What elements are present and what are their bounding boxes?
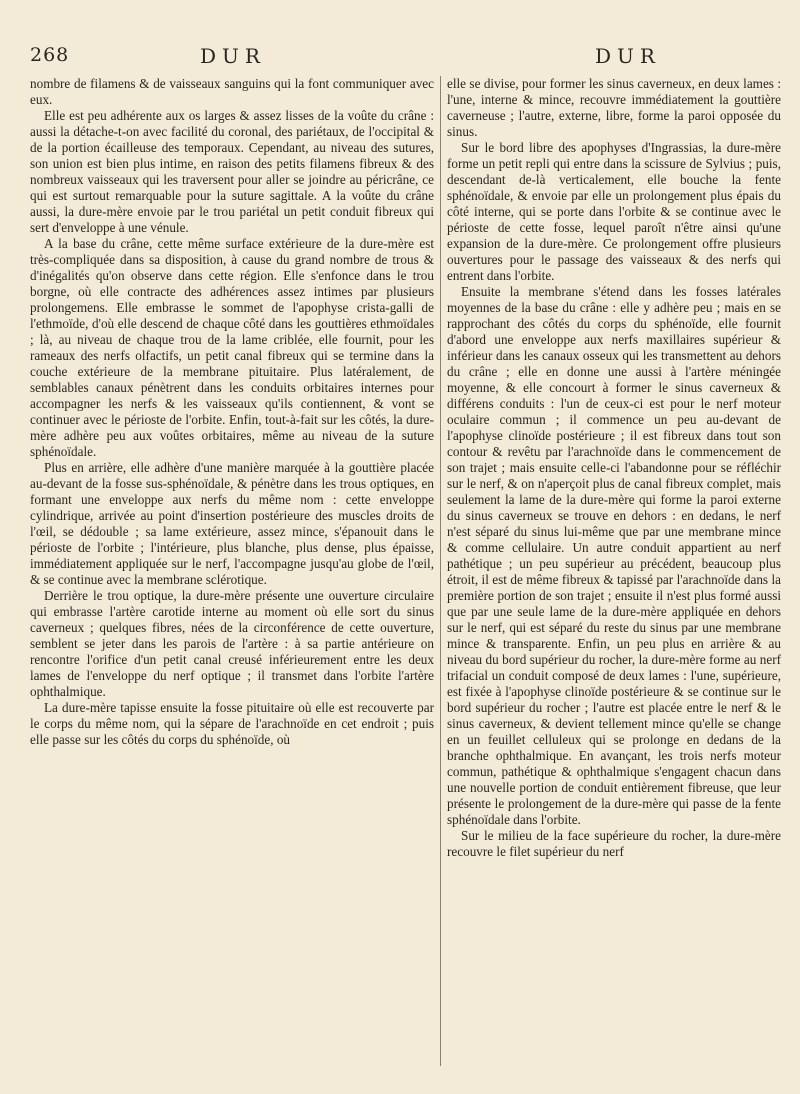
paragraph: Sur le bord libre des apophyses d'Ingrassias, la dure-mère forme un petit repli qui entre dans la scissure de Sylvius ; puis, descendant de-là verticalement, elle bouche la fente sphénoïdale, & envoie par elle un prolongement plus épais du côté interne, qui se porte dans l'orbite & se continue avec le périoste de cette fosse, lequel paroît n'être ainsi qu'une expansion de la dure-mère. Ce prolongement offre plusieurs ouvertures pour le passage des vaisseaux & des nerfs qui entrent dans l'orbite. — [447, 140, 781, 283]
paragraph: elle se divise, pour former les sinus caverneux, en deux lames : l'une, interne & mince, recouvre immédiatement la gouttière caverneuse ; l'autre, externe, libre, forme la paroi opposée du sinus. — [447, 76, 781, 139]
right-column — [447, 76, 781, 860]
column-divider — [440, 76, 441, 1066]
paragraph: Plus en arrière, elle adhère d'une manière marquée à la gouttière placée au-devant de la fosse sus-sphénoïdale, & pénètre dans les trous optiques, en formant une enveloppe aux nerfs du même nom : cette enveloppe cylindrique, arrivée au point d'insertion postérieure des muscles droits de l'œil, se dédouble ; sa lame extérieure, assez mince, s'épanouit dans le périoste de l'orbite ; l'intérieure, plus blanche, plus dense, plus épaisse, immédiatement appliquée sur le nerf, l'accompagne jusqu'au globe de l'œil, & se continue avec la membrane sclérotique. — [30, 460, 434, 587]
page-header — [0, 44, 800, 68]
paragraph: Sur le milieu de la face supérieure du rocher, la dure-mère recouvre le filet supérieur du nerf — [447, 828, 781, 859]
page-number: 268 — [30, 44, 70, 66]
paragraph: La dure-mère tapisse ensuite la fosse pituitaire où elle est recouverte par le corps du même nom, qui la sépare de l'arachnoïde en cet endroit ; puis elle passe sur les côtés du corps du sphénoïde, où — [30, 700, 434, 747]
paragraph: A la base du crâne, cette même surface extérieure de la dure-mère est très-compliquée dans sa disposition, à cause du grand nombre de trous & d'inégalités qu'on observe dans cette région. Elle s'enfonce dans le trou borgne, où elle contracte des adhérences assez intimes par plusieurs prolongemens. Elle embrasse le sommet de l'apophyse crista-galli de l'ethmoïde, d'où elle descend de chaque côté dans les gouttières ethmoïdales ; là, au niveau de chaque trou de la lame criblée, elle fournit, pour les rameaux des nerfs olfactifs, un petit canal fibreux qui se termine dans la couche extérieure de la membrane pituitaire. Plus latéralement, de semblables canaux pénètrent dans les conduits orbitaires internes pour accompagner les nerfs & les vaisseaux qu'ils contiennent, & vont se continuer avec le périoste de l'orbite. Enfin, tout-à-fait sur les côtés, la dure-mère adhère peu aux voûtes orbitaires, même au niveau de la suture sphénoïdale. — [30, 236, 434, 459]
paragraph: Derrière le trou optique, la dure-mère présente une ouverture circulaire qui embrasse l'artère carotide interne au moment où elle sort du sinus caverneux ; quelques fibres, nées de la circonférence de cette ouverture, semblent se jeter dans les parois de l'artère : à sa partie antérieure on rencontre l'orifice d'un petit canal creusé inférieurement entre les deux lames de l'enveloppe du nerf optique ; il transmet dans l'orbite l'artère ophthalmique. — [30, 588, 434, 699]
paragraph: nombre de filamens & de vaisseaux sanguins qui la font communiquer avec eux. — [30, 76, 434, 107]
running-head-right: DUR — [595, 44, 661, 68]
running-head-left: DUR — [200, 44, 266, 68]
paragraph: Ensuite la membrane s'étend dans les fosses latérales moyennes de la base du crâne : elle y adhère peu ; mais en se rapprochant des côtés du corps du sphénoïde, elle fournit d'abord une enveloppe aux nerfs maxillaires supérieur & inférieur dans les canaux osseux qui les transmettent au dehors du crâne ; elle en donne une aussi à l'artère méningée moyenne, & elle concourt à former le sinus caverneux & différens conduits : l'un de ceux-ci est pour le nerf moteur oculaire commun ; il commence un peu au-devant de l'apophyse clinoïde postérieure ; il est fibreux dans tout son contour & revêtu par l'arachnoïde dans le commencement de son trajet ; mais ensuite celle-ci l'abandonne pour se réfléchir sur le nerf, & on n'aperçoit plus de canal fibreux complet, mais seulement la lame de la dure-mère qui forme la paroi externe du sinus caverneux se trouve en dehors : en dedans, le nerf n'est séparé du sinus lui-même que par une membrane mince & comme cellulaire. Un autre conduit appartient au nerf pathétique ; un peu supérieur au précédent, beaucoup plus étroit, il est de même fibreux & tapissé par l'arachnoïde dans la première portion de son trajet ; ensuite il n'est plus formé aussi que par une seule lame de la dure-mère appliquée en dehors sur le nerf, qui est séparé du reste du sinus par une membrane mince & transparente. Enfin, un peu plus en arrière & au niveau du bord supérieur du rocher, la dure-mère forme au nerf trifacial un conduit composé de deux lames : l'une, supérieure, est fixée à l'apophyse clinoïde postérieure & se continue sur le bord supérieur du rocher ; l'autre est placée entre le nerf & le sinus caverneux, & devient tellement mince qu'elle se change en un feuillet celluleux qui se prolonge en dedans de la branche ophthalmique. En avançant, les trois nerfs moteur commun, pathétique & ophthalmique s'engagent chacun dans une nouvelle portion de conduit entièrement fibreuse, que leur présente le prolongement de la dure-mère qui passe de la fente sphénoïdale dans l'orbite. — [447, 284, 781, 827]
paragraph: Elle est peu adhérente aux os larges & assez lisses de la voûte du crâne : aussi la détache-t-on avec facilité du coronal, des pariétaux, de l'occipital & de la portion écailleuse des temporaux. Cependant, au niveau des sutures, son union est bien plus intime, en raison des petits filamens fibreux & des nombreux vaisseaux qui les traversent pour aller se joindre au péricrâne, ce qui est surtout remarquable pour la suture sagittale. A la voûte du crâne aussi, la dure-mère envoie par le trou pariétal un petit conduit fibreux qui sert d'enveloppe à une vénule. — [30, 108, 434, 235]
left-column — [30, 76, 434, 748]
